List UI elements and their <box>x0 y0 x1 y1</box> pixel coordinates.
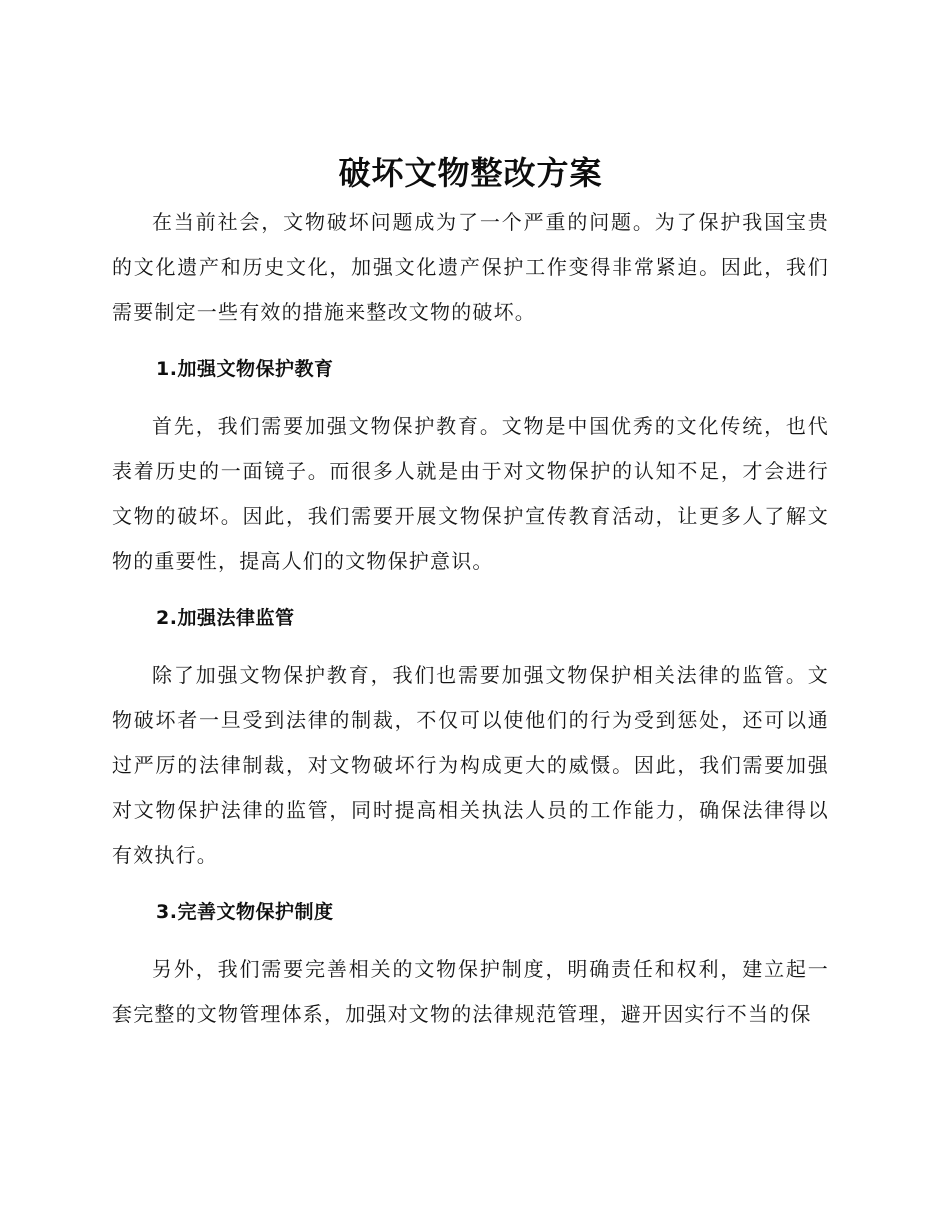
section-heading-1: 1.加强文物保护教育 <box>156 358 334 380</box>
section-body-2: 除了加强文物保护教育，我们也需要加强文物保护相关法律的监管。文物破坏者一旦受到法律的制裁，不仅可以使他们的行为受到惩处，还可以通过严厉的法律制裁，对文物破坏行为构成更大的威慑。因此，我们需要加强对文物保护法律的监管，同时提高相关执法人员的工作能力，确保法律得以有效执行。 <box>112 663 829 867</box>
section-body-1: 首先，我们需要加强文物保护教育。文物是中国优秀的文化传统，也代表着历史的一面镜子。而很多人就是由于对文物保护的认知不足，才会进行文物的破坏。因此，我们需要开展文物保护宣传教育活动，让更多人了解文物的重要性，提高人们的文物保护意识。 <box>112 414 829 573</box>
intro-paragraph: 在当前社会，文物破坏问题成为了一个严重的问题。为了保护我国宝贵的文化遗产和历史文化，加强文化遗产保护工作变得非常紧迫。因此，我们需要制定一些有效的措施来整改文物的破坏。 <box>112 210 829 324</box>
document-title: 破坏文物整改方案 <box>338 154 603 192</box>
section-heading-2: 2.加强法律监管 <box>156 607 295 629</box>
document-content <box>112 150 829 1037</box>
section-body-3: 另外，我们需要完善相关的文物保护制度，明确责任和权利，建立起一套完整的文物管理体系，加强对文物的法律规范管理，避开因实行不当的保 <box>112 957 829 1026</box>
section-heading-3: 3.完善文物保护制度 <box>156 901 334 923</box>
